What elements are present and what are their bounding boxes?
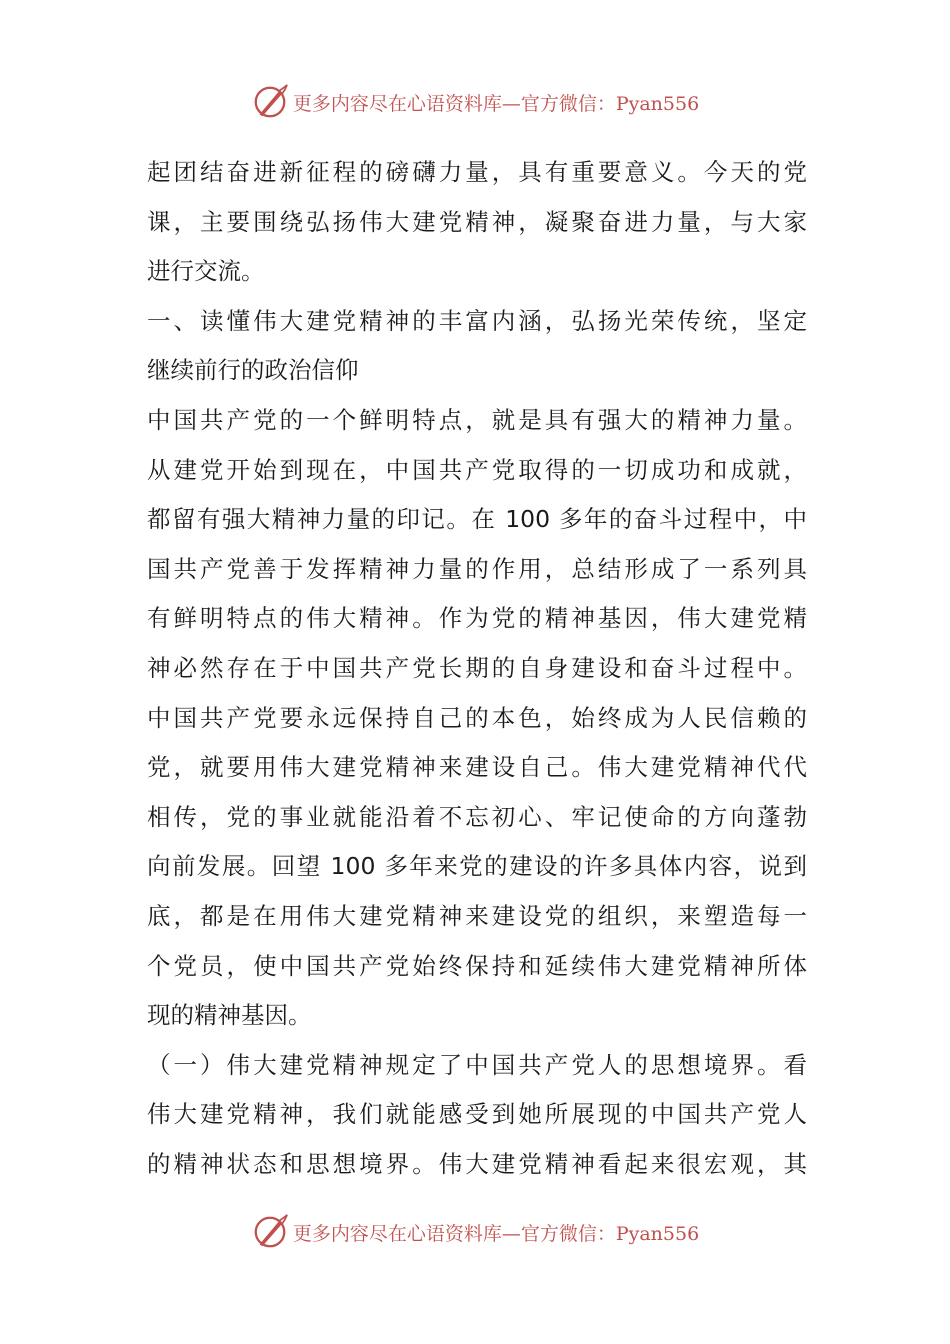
footer-watermark-banner xyxy=(0,1212,950,1252)
body-line: 神必然存在于中国共产党长期的自身建设和奋斗过程中。 xyxy=(147,653,807,682)
body-line: 进行交流。 xyxy=(147,257,265,286)
body-line: 党，就要用伟大建党精神来建设自己。伟大建党精神代代 xyxy=(147,753,807,782)
body-line: 国共产党善于发挥精神力量的作用，总结形成了一系列具 xyxy=(147,554,807,583)
body-line: 中国共产党的一个鲜明特点，就是具有强大的精神力量。 xyxy=(147,405,807,434)
body-line: 中国共产党要永远保持自己的本色，始终成为人民信赖的 xyxy=(147,703,807,732)
body-line: 起团结奋进新征程的磅礴力量，具有重要意义。今天的党 xyxy=(147,158,807,186)
header-watermark-banner xyxy=(0,82,950,122)
section-heading-line: 继续前行的政治信仰 xyxy=(147,356,359,385)
body-line: 现的精神基因。 xyxy=(147,1001,312,1030)
body-line: 伟大建党精神，我们就能感受到她所展现的中国共产党人 xyxy=(147,1100,807,1129)
quill-logo-icon xyxy=(251,1213,289,1251)
body-line: 的精神状态和思想境界。伟大建党精神看起来很宏观，其 xyxy=(147,1149,807,1178)
body-line: 向前发展。回望 100 多年来党的建设的许多具体内容，说到 xyxy=(147,852,807,881)
body-line: 相传，党的事业就能沿着不忘初心、牢记使命的方向蓬勃 xyxy=(147,802,807,831)
footer-watermark-text: 更多内容尽在心语资料库—官方微信：Pyan556 xyxy=(292,1222,700,1245)
body-line: 底，都是在用伟大建党精神来建设党的组织，来塑造每一 xyxy=(147,901,807,930)
section-heading-line: 一、读懂伟大建党精神的丰富内涵，弘扬光荣传统，坚定 xyxy=(147,306,807,335)
body-line: 从建党开始到现在，中国共产党取得的一切成功和成就， xyxy=(147,455,807,484)
body-line: 个党员，使中国共产党始终保持和延续伟大建党精神所体 xyxy=(147,951,807,980)
body-line: 有鲜明特点的伟大精神。作为党的精神基因，伟大建党精 xyxy=(147,604,807,633)
document-body xyxy=(147,148,807,1189)
body-line: 都留有强大精神力量的印记。在 100 多年的奋斗过程中，中 xyxy=(147,505,807,534)
quill-logo-icon xyxy=(251,83,289,121)
subsection-line: （一）伟大建党精神规定了中国共产党人的思想境界。看 xyxy=(147,1050,807,1079)
body-line: 课，主要围绕弘扬伟大建党精神，凝聚奋进力量，与大家 xyxy=(147,207,807,236)
header-watermark-text: 更多内容尽在心语资料库—官方微信：Pyan556 xyxy=(292,92,700,115)
